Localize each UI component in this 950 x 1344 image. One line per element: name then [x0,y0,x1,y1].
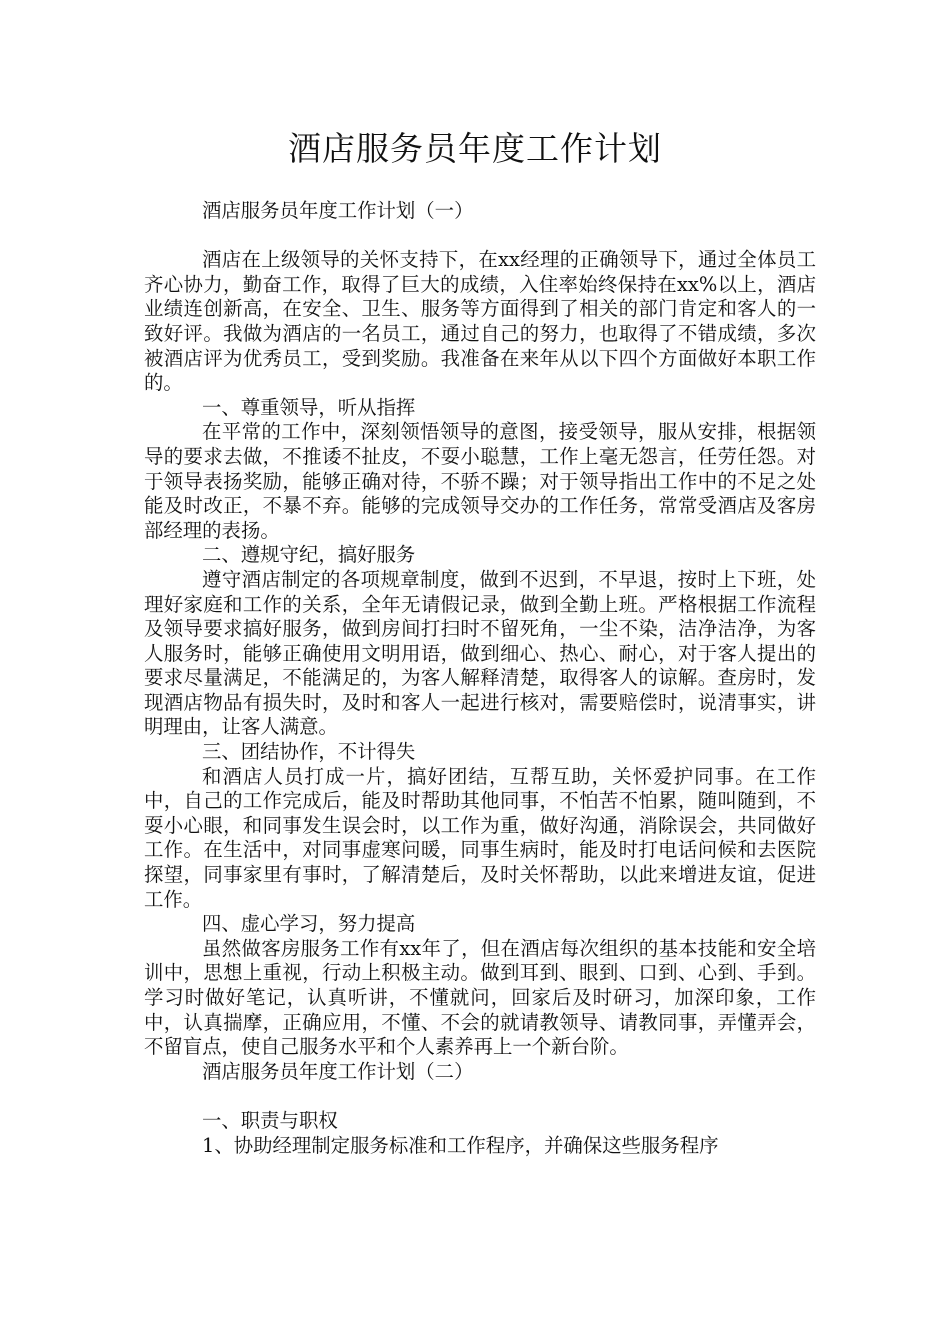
point-2-heading: 二、遵规守纪，搞好服务 [202,543,416,567]
point-4-paragraph: 虽然做客房服务工作有xx年了，但在酒店每次组织的基本技能和安全培训中，思想上重视，行动上积极主动。做到耳到、眼到、口到、心到、手到。学习时做好笔记，认真听讲，不懂就问，回家后及时研习，加深印象，工作中，认真揣摩，正确应用，不懂、不会的就请教领导、请教同事，弄懂弄会，不留盲点，使自己服务水平和个人素养再上一个新台阶。 [144,936,816,1059]
document-body [144,199,816,1158]
section-2-item-1: 1、协助经理制定服务标准和工作程序，并确保这些服务程序 [202,1133,719,1157]
point-4-heading: 四、虚心学习，努力提高 [202,912,416,936]
section-1-heading: 酒店服务员年度工作计划（一） [202,199,474,222]
section-2-heading: 酒店服务员年度工作计划（二） [202,1059,474,1083]
point-3-heading: 三、团结协作，不计得失 [202,740,416,764]
point-2-paragraph: 遵守酒店制定的各项规章制度，做到不迟到，不早退，按时上下班，处理好家庭和工作的关系，全年无请假记录，做到全勤上班。严格根据工作流程及领导要求搞好服务，做到房间打扫时不留死角，一尘不染，洁净洁净，为客人服务时，能够正确使用文明用语，做到细心、热心、耐心，对于客人提出的要求尽量满足，不能满足的，为客人解释清楚，取得客人的谅解。查房时，发现酒店物品有损失时，及时和客人一起进行核对，需要赔偿时，说清事实，讲明理由，让客人满意。 [144,567,816,739]
point-1-heading: 一、尊重领导，听从指挥 [202,395,416,419]
intro-paragraph: 酒店在上级领导的关怀支持下，在xx经理的正确领导下，通过全体员工齐心协力，勤奋工作，取得了巨大的成绩，入住率始终保持在xx%以上，酒店业绩连创新高，在安全、卫生、服务等方面得到了相关的部门肯定和客人的一致好评。我做为酒店的一名员工，通过自己的努力，也取得了不错成绩，多次被酒店评为优秀员工，受到奖励。我准备在来年从以下四个方面做好本职工作的。 [144,248,816,395]
section-2-subheading: 一、职责与职权 [202,1108,338,1132]
point-1-paragraph: 在平常的工作中，深刻领悟领导的意图，接受领导，服从安排，根据领导的要求去做，不推诿不扯皮，不耍小聪慧，工作上毫无怨言，任劳任怨。对于领导表扬奖励，能够正确对待，不骄不躁；对于领导指出工作中的不足之处能及时改正，不暴不弃。能够的完成领导交办的工作任务，常常受酒店及客房部经理的表扬。 [144,420,816,542]
document-title: 酒店服务员年度工作计划 [288,129,662,168]
point-3-paragraph: 和酒店人员打成一片，搞好团结，互帮互助，关怀爱护同事。在工作中，自己的工作完成后，能及时帮助其他同事，不怕苦不怕累，随叫随到，不耍小心眼，和同事发生误会时，以工作为重，做好沟通，消除误会，共同做好工作。在生活中，对同事虚寒问暖，同事生病时，能及时打电话问候和去医院探望，同事家里有事时，了解清楚后，及时关怀帮助，以此来增进友谊，促进工作。 [144,764,816,911]
